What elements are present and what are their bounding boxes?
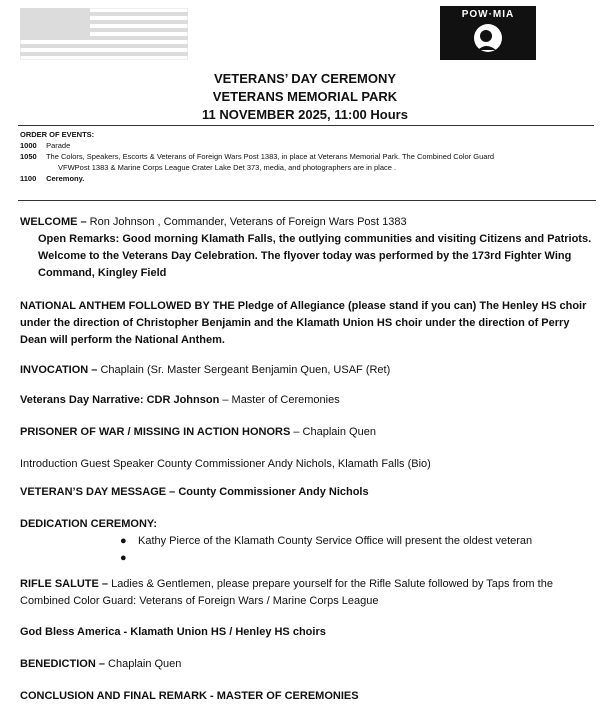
dedication-section <box>20 516 595 567</box>
narrative: Veterans Day Narrative: CDR Johnson – Master of Ceremonies <box>20 394 340 406</box>
order-item: 1100 Ceremony. <box>20 174 85 183</box>
pow-mia-honors: PRISONER OF WAR / MISSING IN ACTION HONORS – Chaplain Quen <box>20 426 376 438</box>
us-flag-image <box>20 8 188 60</box>
list-item: ● <box>120 552 127 564</box>
rifle-salute: RIFLE SALUTE – Ladies & Gentlemen, please prepare yourself for the Rifle Salute followed by Taps from the Combined Color Guard: Veterans of Foreign Wars / Marine Corps League <box>20 578 553 607</box>
list-item: ● Kathy Pierce of the Klamath County Service Office will present the oldest veteran <box>120 535 533 547</box>
open-remarks: Open Remarks: Good morning Klamath Falls, the outlying communities and visiting Citizens and Patriots. Welcome to the Veterans Day Celebration. The flyover today was performed by the 173rd Fighter Wing Command, Kingley Field <box>38 233 592 279</box>
divider <box>18 200 596 201</box>
pow-mia-logo <box>440 6 536 60</box>
anthem-section: NATIONAL ANTHEM FOLLOWED BY THE Pledge of Allegiance (please stand if you can) The Henley HS choir under the direction of Christopher Benjamin and the Klamath Union HS choir under the direction of Perry Dean will perform the National Anthem. <box>20 300 587 346</box>
order-item: 1050 The Colors, Speakers, Escorts & Veterans of Foreign Wars Post 1383, in place at Veterans Memorial Park. The Combined Color Guard <box>20 152 495 161</box>
order-heading: ORDER OF EVENTS: <box>20 130 95 139</box>
benediction: BENEDICTION – Chaplain Quen <box>20 658 182 670</box>
conclusion: CONCLUSION AND FINAL REMARK - MASTER OF CEREMONIES <box>20 690 359 702</box>
welcome-section: WELCOME – Ron Johnson , Commander, Veterans of Foreign Wars Post 1383 Open Remarks: Good morning Klamath Falls, the outlying communities and visiting Citizens and Patriots. Welcome to the Veterans Day Celebration. The flyover today was performed by the 173rd Fighter Wing Command, Kingley Field <box>20 214 595 282</box>
document-title-block <box>0 70 610 124</box>
order-item-continuation: VFWPost 1383 & Marine Corps League Crater Lake Det 373, media, and photographers are in place . <box>58 163 397 172</box>
invocation: INVOCATION – Chaplain (Sr. Master Sergeant Benjamin Quen, USAF (Ret) <box>20 364 391 376</box>
title-ceremony: VETERANS’ DAY CEREMONY <box>213 71 397 86</box>
guest-speaker: Introduction Guest Speaker County Commissioner Andy Nichols, Klamath Falls (Bio) <box>20 458 431 470</box>
god-bless-america: God Bless America - Klamath Union HS / Henley HS choirs <box>20 626 326 638</box>
order-of-events <box>20 129 598 184</box>
veterans-day-message: VETERAN’S DAY MESSAGE – County Commissioner Andy Nichols <box>20 486 369 498</box>
dedication-heading: DEDICATION CEREMONY: <box>20 518 158 530</box>
order-item: 1000 Parade <box>20 141 71 150</box>
title-location: VETERANS MEMORIAL PARK <box>212 89 398 104</box>
pow-mia-logo-text: POW·MIA <box>461 9 515 20</box>
title-date: 11 NOVEMBER 2025, 11:00 Hours <box>202 107 408 122</box>
divider <box>18 125 594 126</box>
